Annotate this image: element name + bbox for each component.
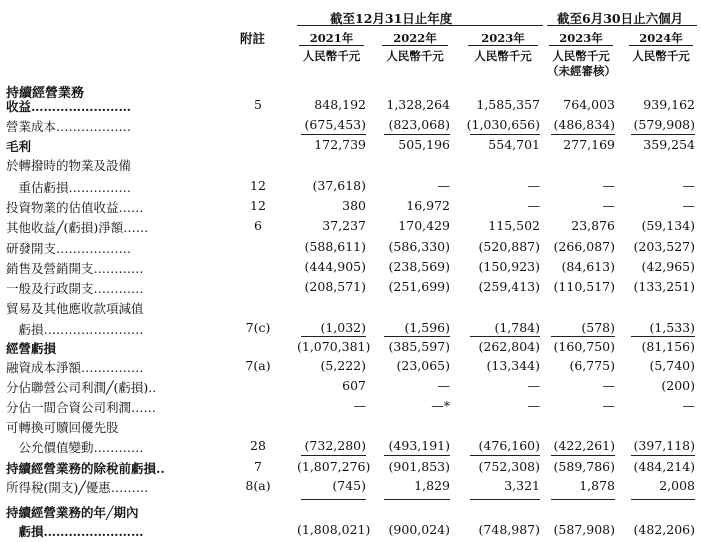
row-label: 分佔聯營公司利潤╱(虧損)..	[6, 380, 157, 395]
table-cell: (520,887)	[478, 239, 540, 254]
table-cell: (385,597)	[388, 339, 450, 354]
row-label: 毛利	[6, 139, 32, 154]
table-cell: —	[527, 378, 540, 393]
column-year-1: 2021年	[309, 31, 354, 45]
table-cell: 764,003	[563, 97, 615, 112]
table-cell: 3,321	[504, 478, 540, 493]
table-cell: (1,070,381)	[297, 339, 371, 354]
subtotal-rule	[631, 336, 695, 337]
row-label: 其他收益╱(虧損)淨額……	[6, 220, 149, 235]
table-cell: (586,330)	[388, 239, 450, 254]
table-cell: —	[602, 398, 615, 413]
table-cell: 115,502	[488, 218, 540, 233]
table-cell: —	[682, 398, 695, 413]
table-cell: (745)	[332, 478, 366, 493]
table-cell: 1,878	[579, 478, 615, 493]
table-cell: —	[353, 398, 366, 413]
row-label: 投資物業的估值收益……	[6, 200, 144, 215]
table-cell: (675,453)	[304, 117, 366, 132]
table-cell: —	[682, 178, 695, 193]
row-label: 貿易及其他應收款項減值	[6, 301, 144, 316]
column-year-5: 2024年	[639, 31, 683, 45]
table-cell: (262,804)	[478, 339, 540, 354]
table-cell: —	[437, 178, 450, 193]
subtotal-rule	[551, 499, 615, 500]
table-cell: (266,087)	[553, 239, 615, 254]
table-cell: —	[602, 178, 615, 193]
row-note: 8(a)	[245, 478, 271, 493]
table-cell: (823,068)	[388, 117, 450, 132]
fiscal-year-group-rule	[297, 25, 543, 26]
table-cell: (251,699)	[388, 279, 450, 294]
row-label: 持續經營業務的年╱期內	[6, 505, 139, 520]
row-label: 可轉換可贖回優先股	[6, 420, 119, 435]
fiscal-year-group-header: 截至12月31日止年度	[330, 11, 453, 26]
row-note: 7(c)	[245, 320, 271, 335]
table-cell: 277,169	[563, 137, 615, 152]
table-cell: 505,196	[398, 137, 450, 152]
row-label: 持續經營業務的除稅前虧損..	[6, 461, 165, 476]
row-note: 6	[254, 218, 262, 233]
table-cell: 2,008	[659, 478, 695, 493]
table-cell: (81,156)	[641, 339, 695, 354]
row-note: 5	[254, 97, 262, 112]
column-unit-5: 人民幣千元	[632, 49, 690, 63]
column-year-rule	[629, 45, 693, 46]
table-cell: (5,740)	[649, 358, 695, 373]
table-cell: (208,571)	[304, 279, 366, 294]
subtotal-rule	[384, 336, 450, 337]
subtotal-rule	[384, 455, 450, 456]
subtotal-rule	[301, 134, 366, 135]
table-cell: (476,160)	[478, 438, 540, 453]
row-label: 公允價值變動…………	[6, 440, 144, 455]
row-label: 銷售及營銷開支…………	[6, 261, 144, 276]
table-cell: (200)	[661, 378, 695, 393]
row-label: 營業成本………………	[6, 119, 132, 134]
subtotal-rule	[301, 455, 366, 456]
row-note: 7(a)	[245, 358, 271, 373]
table-cell: —	[602, 378, 615, 393]
column-year-rule	[549, 45, 613, 46]
half-year-group-header: 截至6月30日止六個月	[557, 11, 684, 26]
table-cell: (589,786)	[553, 459, 615, 474]
subtotal-rule	[384, 499, 450, 500]
half-year-group-rule	[547, 25, 697, 26]
table-cell: (84,613)	[561, 259, 615, 274]
subtotal-rule	[551, 134, 615, 135]
table-cell: (5,222)	[320, 358, 366, 373]
subtotal-rule	[470, 336, 540, 337]
table-cell: (484,214)	[633, 459, 695, 474]
row-label: 一般及行政開支…………	[6, 281, 144, 296]
table-cell: 16,972	[406, 198, 450, 213]
table-cell: 939,162	[643, 97, 695, 112]
table-cell: 380	[342, 198, 366, 213]
row-label: 融資成本淨額……………	[6, 360, 144, 375]
column-unit-4: 人民幣千元	[552, 49, 610, 63]
table-cell: 1,328,264	[386, 97, 450, 112]
table-cell: 172,739	[314, 137, 366, 152]
table-cell: 37,237	[322, 218, 366, 233]
table-cell: (1,808,021)	[297, 522, 371, 537]
table-cell: (160,750)	[553, 339, 615, 354]
table-cell: —	[527, 398, 540, 413]
row-label: 重估虧損……………	[6, 180, 132, 195]
row-label: 研發開支………………	[6, 241, 132, 256]
row-note: 12	[250, 198, 266, 213]
table-cell: (133,251)	[633, 279, 695, 294]
table-cell: 170,429	[398, 218, 450, 233]
table-cell: 359,254	[643, 137, 695, 152]
row-label: 虧損……………………	[6, 524, 144, 539]
row-note: 7	[254, 459, 262, 474]
unaudited-note: （未經審核）	[547, 64, 616, 78]
table-cell: 607	[342, 378, 366, 393]
column-year-rule	[299, 45, 364, 46]
table-cell: (901,853)	[388, 459, 450, 474]
column-year-3: 2023年	[481, 31, 525, 45]
row-note: 12	[250, 178, 266, 193]
table-cell: (238,569)	[388, 259, 450, 274]
table-cell: —	[682, 198, 695, 213]
notes-column-header: 附註	[240, 31, 266, 46]
table-cell: 554,701	[488, 137, 540, 152]
table-cell: —	[527, 198, 540, 213]
table-cell: (23,065)	[396, 358, 450, 373]
table-cell: (748,987)	[478, 522, 540, 537]
table-cell: (1,596)	[404, 320, 450, 335]
subtotal-rule	[384, 134, 450, 135]
column-unit-3: 人民幣千元	[474, 49, 532, 63]
row-label: 收益……………………	[6, 99, 132, 114]
table-cell: (1,784)	[494, 320, 540, 335]
table-cell: (1,807,276)	[297, 459, 371, 474]
table-cell: (752,308)	[478, 459, 540, 474]
column-year-rule	[468, 45, 538, 46]
table-cell: (444,905)	[304, 259, 366, 274]
subtotal-rule	[470, 455, 540, 456]
row-label: 經營虧損	[6, 341, 57, 356]
column-unit-2: 人民幣千元	[386, 49, 444, 63]
table-cell: (203,527)	[633, 239, 695, 254]
table-cell: (1,032)	[320, 320, 366, 335]
subtotal-rule	[631, 134, 695, 135]
table-cell: (732,280)	[304, 438, 366, 453]
table-cell: (579,908)	[633, 117, 695, 132]
subtotal-rule	[631, 499, 695, 500]
table-cell: (13,344)	[486, 358, 540, 373]
table-cell: (588,611)	[304, 239, 366, 254]
table-cell: (587,908)	[553, 522, 615, 537]
row-note: 28	[250, 438, 266, 453]
table-cell: 848,192	[314, 97, 366, 112]
subtotal-rule	[470, 134, 540, 135]
table-cell: 1,829	[414, 478, 450, 493]
row-label: 於轉撥時的物業及設備	[6, 158, 132, 173]
subtotal-rule	[470, 499, 540, 500]
table-cell: (397,118)	[633, 438, 695, 453]
table-cell: (900,024)	[388, 522, 450, 537]
table-cell: (1,533)	[649, 320, 695, 335]
subtotal-rule	[551, 336, 615, 337]
table-cell: —	[527, 178, 540, 193]
table-cell: (150,923)	[478, 259, 540, 274]
table-cell: (1,030,656)	[466, 117, 540, 132]
table-cell: —	[602, 198, 615, 213]
column-year-rule	[382, 45, 448, 46]
column-unit-1: 人民幣千元	[302, 49, 361, 63]
subtotal-rule	[301, 499, 366, 500]
row-label: 分佔一間合資公司利潤……	[6, 400, 157, 415]
table-cell: —*	[431, 398, 450, 413]
subtotal-rule	[301, 336, 366, 337]
column-year-4: 2023年	[559, 31, 603, 45]
column-year-2: 2022年	[393, 31, 437, 45]
table-cell: —	[437, 378, 450, 393]
table-cell: (6,775)	[569, 358, 615, 373]
table-cell: (59,134)	[641, 218, 695, 233]
table-cell: (110,517)	[553, 279, 615, 294]
subtotal-rule	[631, 455, 695, 456]
table-cell: 1,585,357	[476, 97, 540, 112]
table-cell: (259,413)	[478, 279, 540, 294]
table-cell: (37,618)	[312, 178, 366, 193]
table-cell: 23,876	[571, 218, 615, 233]
table-cell: (486,834)	[553, 117, 615, 132]
table-cell: (422,261)	[553, 438, 615, 453]
table-cell: (42,965)	[641, 259, 695, 274]
row-label: 所得稅(開支)╱優惠………	[6, 480, 149, 495]
row-label: 虧損……………………	[6, 322, 144, 337]
section-title: 持續經營業務	[6, 86, 85, 101]
table-cell: (493,191)	[388, 438, 450, 453]
subtotal-rule	[551, 455, 615, 456]
table-cell: (578)	[581, 320, 615, 335]
table-cell: (482,206)	[633, 522, 695, 537]
